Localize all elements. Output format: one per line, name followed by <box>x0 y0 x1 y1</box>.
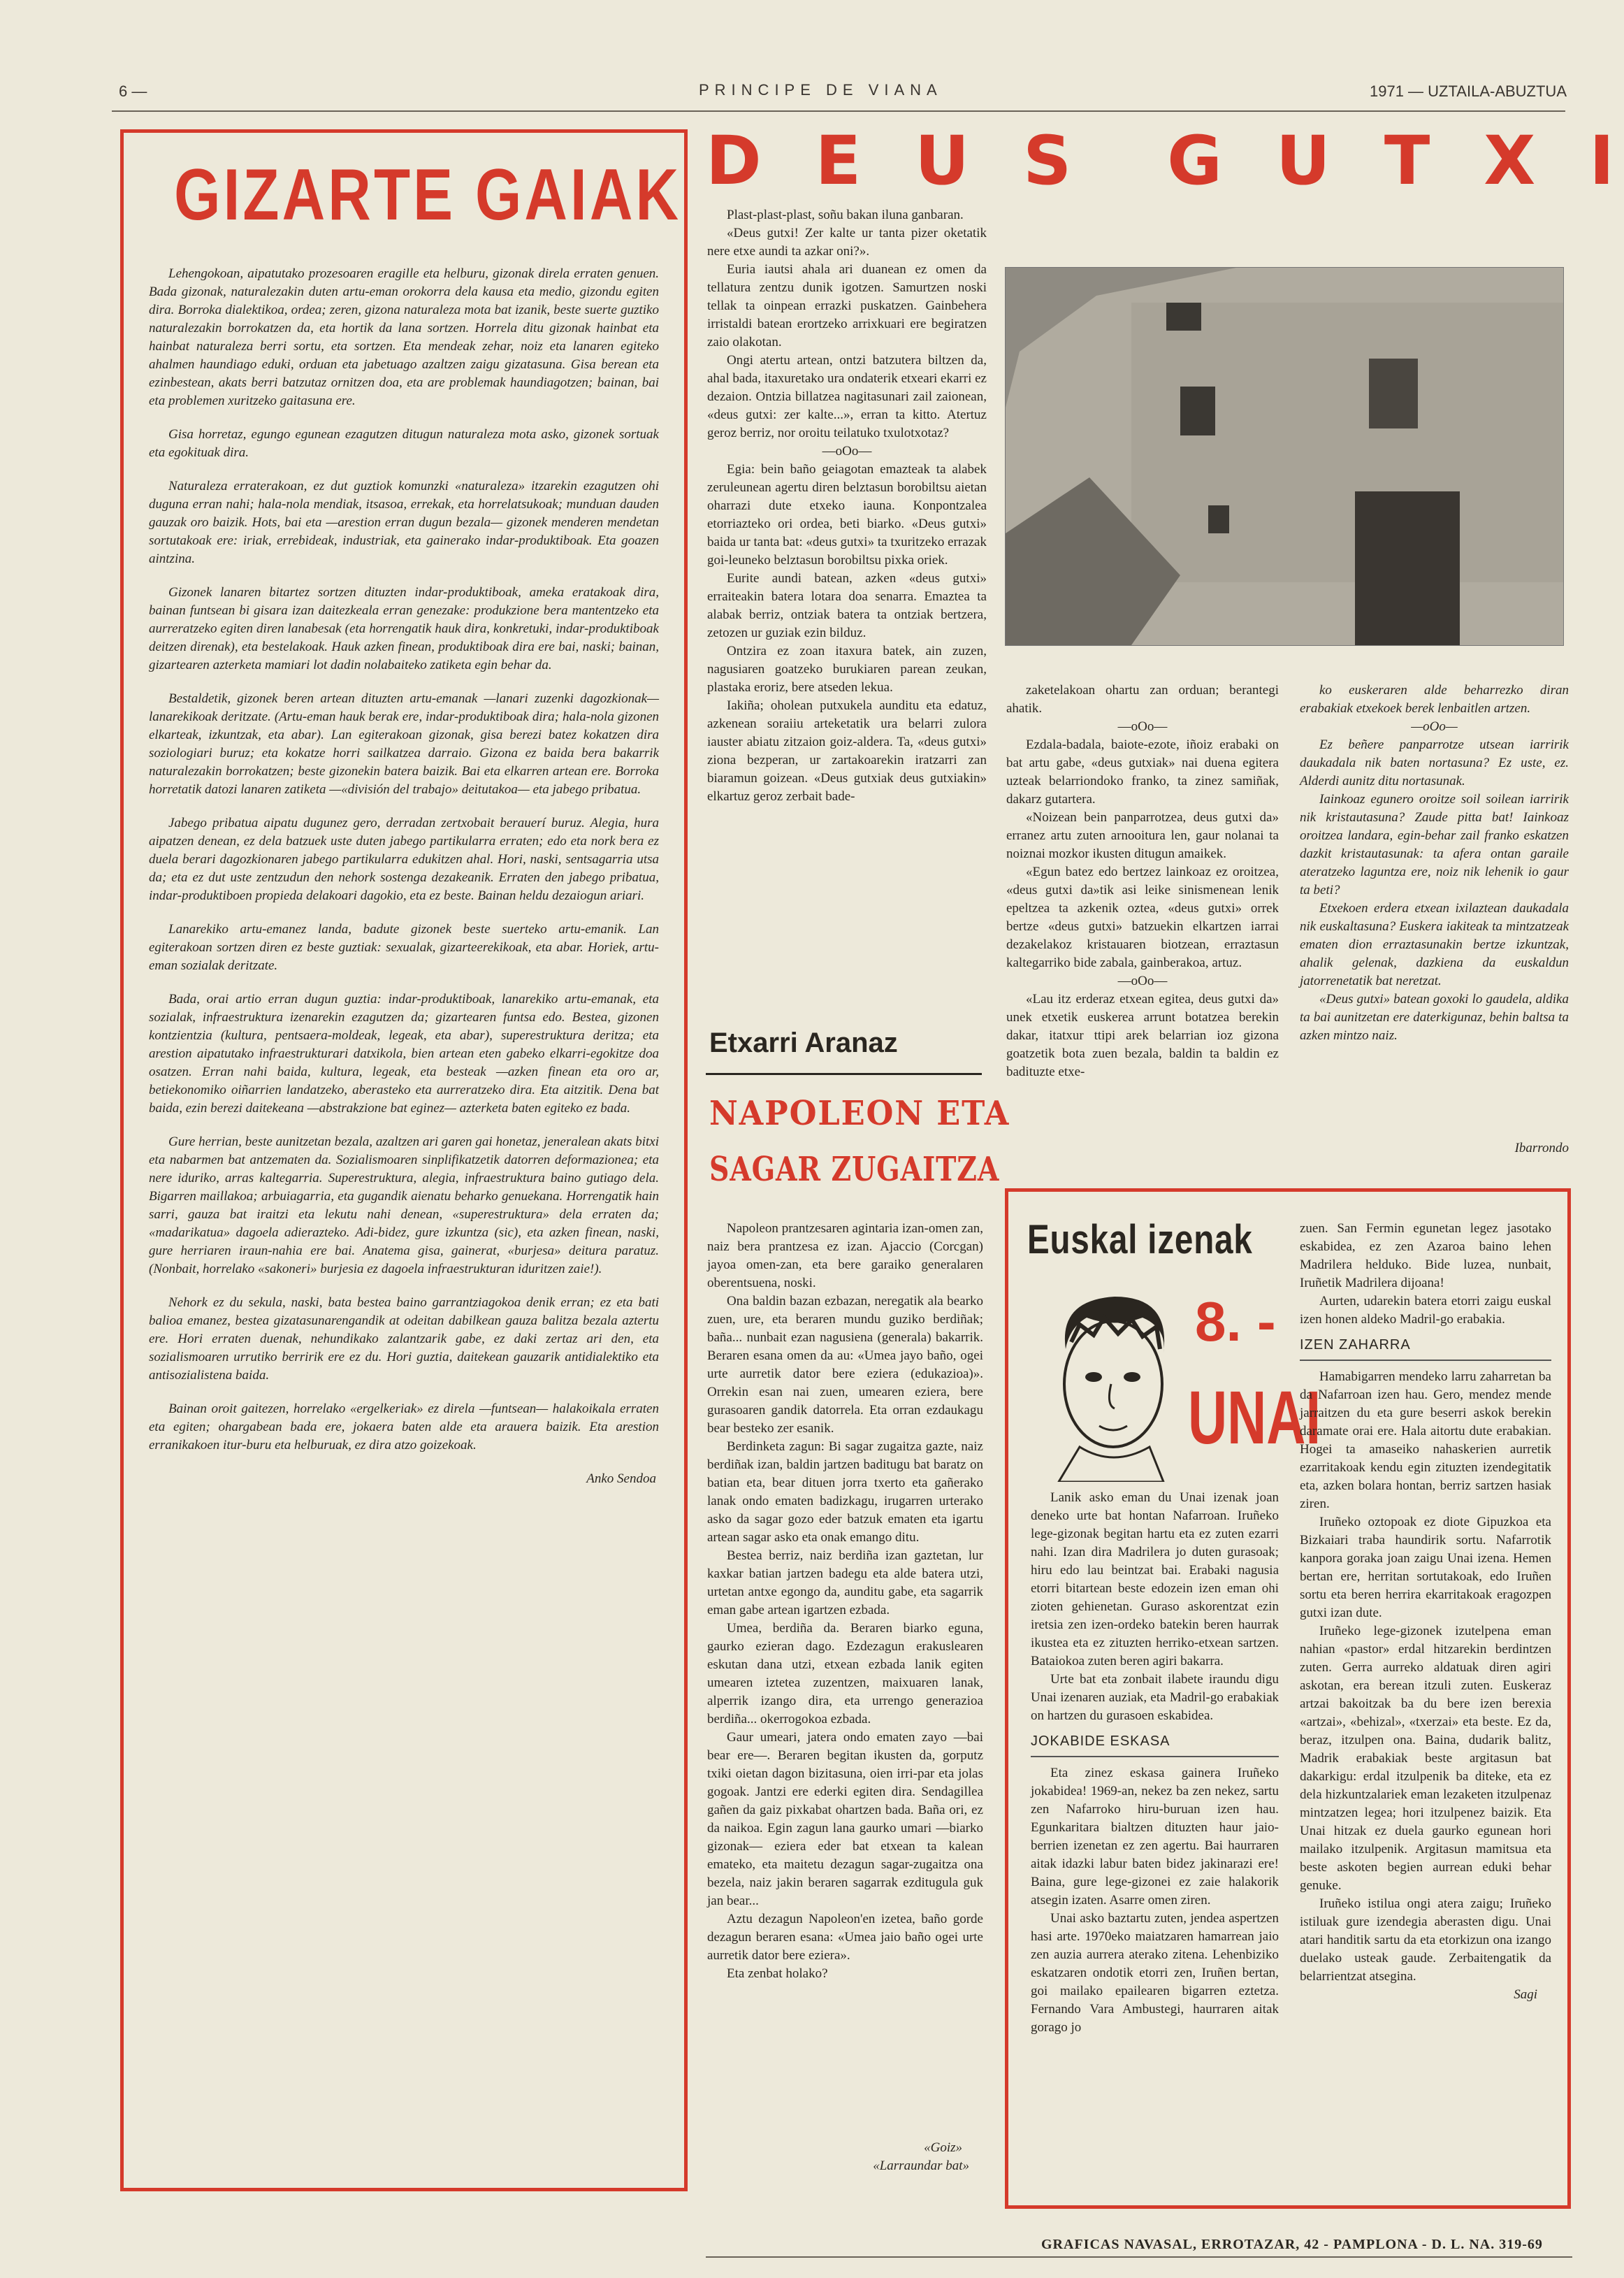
boy-portrait-art <box>1038 1286 1184 1482</box>
gizarte-paragraph: Gizonek lanaren bitartez sortzen dituzten indar-produktiboak, ameka eratakoak dira, bainan funtsean bi gisara izan daitezkeala erran genezake: produkzione bera mantentzeko eta aurreratzeko egiten diren lanabesak (eta horrengatik hauk dira, konkretuki, indar-produktiboak deitzen direnak), eta bestelakoak. Hauk azken finean, produktiboak dira ere bai, naski; bainan, gizartearen azterketa mamiari lot dadin nolabaiteko zatiketa egin behar da. <box>149 585 659 672</box>
deus-paragraph: Etxekoen erdera etxean ixilaztean daukadala nik euskaltasuna? Euskera iakiteak ta mintzatzeak ematen dion erraztasunakin bertze izkuntzak, ahalik gelenak, dazkiena da euskaldun jatorrenetatik bat neretzat. <box>1300 901 1569 988</box>
napoleon-source <box>707 2139 983 2175</box>
napoleon-body <box>707 1220 983 1983</box>
euskal-right-p1: zuen. San Fermin egunetan legez jasotako eskabidea, ez zen Azaroa baino lehen Madrilera helduko. Bide luzea, nunbait, Iruñetik Madrilera dijoana! <box>1300 1221 1551 1290</box>
napoleon-title-1: NAPOLEON ETA <box>709 1094 1010 1133</box>
section-separator: —oOo— <box>1117 974 1168 988</box>
deus-paragraph: Eurite aundi batean, azken «deus gutxi» erraiteakin batera lotara doa senarra. Emaztea ta alabak berriz, ontziak batera ta ontziak bertzera, zetozen ur guziak ezin bilduz. <box>707 571 987 640</box>
deus-paragraph: Ezdala-badala, baiote-ezote, iñoiz erabaki on bat artu gabe, «deus gutxiak» nai duena egitera uzteak belarriondoko franko, ta zinez samiñak, dakarz gutartera. <box>1006 737 1279 807</box>
deus-column-2 <box>1006 682 1279 1081</box>
gizarte-paragraph: Jabego pribatua aipatu dugunez gero, derradan zertxobait berauerí buruz. Alegia, hura aipatzen denean, ez dela batzuek uste duten jabego partikularra erraten; edo eta nork bera ez duela berari dagozkionaren jabego partikularra edukitzen ahal. Hori, naski, sentsagarria utsa da; eta ez dut uste zentzudun den nehork sostenga dezakeanik. Erraten den jabego pribatua, indar-produktiboen propieda delakoari dagokio, eta ez beste. Bainan heldu dezaiogun ariari. <box>149 816 659 903</box>
gizarte-paragraph: Nehork ez du sekula, naski, bata bestea baino garrantziagokoa denik erran; ez eta bati balioa emanez, bestea gizatasunarengandik at odeitan dabilkean gauza balitza bezala aztertu ere. Hori erraten duenak, nehundikako zalantzarik gabe, ez daki zertaz ari den, eta sozialismoaren urrutiko berririk ere ez du. Hori guztia, daitekean gauzarik antidialektiko eta antisozialistena baida. <box>149 1295 659 1383</box>
deus-paragraph: «Noizean bein panparrotzea, deus gutxi da» erranez artu zuten arnooitura len, gaur nolanai ta noiznai mozkor ikusten ditugun amaikek. <box>1006 810 1279 861</box>
euskal-signature: Sagi <box>1514 1987 1537 2002</box>
deus-title-letter: D <box>706 122 762 200</box>
gizarte-paragraph: Gure herrian, beste aunitzetan bezala, azaltzen ari garen gai honetaz, jeneralean akats bitxi eta nabarmen bat antzematen da. Sozialismoaren sinplifikatzetik datorren deformazionea; eta nere iduriko, arras kaltegarria. Superestruktura, alegia, infraestruktura baino gutiago dela. Bigarren maillakoa; arbuiagarria, eta gugandik aienatu beharko genuekana. Horrengatik hain sarri, gauza bat iraitzi eta lekutu nahi denean, «superestruktura» dela erraten da; «madarikatua» dagoela adierazteko. Adi-bidez, gure izkuntza (sic), eta azken finean, naski, gure herriaren iraun-nahia ere bai. Anatema gisa, gainerat, «burjesa» deitura paratuz. (Nonbait, horrelako «sakoneri» burjesia ez dagoela infraestrukturan iduritzen zaie!). <box>149 1134 659 1276</box>
gizarte-paragraph: Naturaleza erraterakoan, ez dut guztiok komunzki «naturaleza» itzarekin ezagutzen ohi duguna erran nahi; hala-nola mendiak, itsasoa, errekak, eta horrelatsukoak; munduan dauden gauzak oro baizik. Hots, bai eta —arestion erran dugun bezala— gizonek menderen mendetan sortutakoak ere: iriak, errebideak, industriak, eta gainerako indar-produktiboak. Eta goazen aintzina. <box>149 479 659 566</box>
deus-title-letter: G <box>1167 122 1222 200</box>
deus-paragraph: Ez beñere panparrotze utsean iarririk daukadala nik baten nortasuna? Ez uste, ez. Alderdi aunitz ditu nortasunak. <box>1300 737 1569 788</box>
napoleon-paragraph: Aztu dezagun Napoleon'en izetea, baño gorde dezagun beraren esana: «Umea jaio baño ogei urte aurretik dator bere eziera». <box>707 1912 983 1963</box>
printer-credit: GRAFICAS NAVASAL, ERROTAZAR, 42 - PAMPLONA - D. L. NA. 319-69 <box>1041 2237 1543 2252</box>
gizarte-paragraph: Gisa horretaz, egungo egunean ezagutzen ditugun naturaleza mota asko, gizonek sortuak eta egokituak dira. <box>149 427 659 460</box>
gizarte-paragraph: Lehengokoan, aipatutako prozesoaren eragille eta helburu, gizonak direla erraten genuen. Bada gizonak, naturalezakin duten artu-eman orokorra dela kausa eta medio, gizondu egiten dira. Borroka dialektikoa, ordea; zeren, gizona naturaleza mota bat izanik, beste suerte guztiko naturalezakin borrokatzen da, eta hortik da lana sortzen. Horrela ditu gizonak hainbat eta hainbat naturaleza berri sortu, eta sortzen. Eta mendeak zehar, noiz eta lanaren egiteko ahalmen haundiago eduki, orduan eta jabetuago azaltzen zaigu gizatasuna. Gisa berean eta ezinbestean, akats berri batzutaz ornitzen doa, eta are problemak haundiagotzen; bainan, bai eta problemen xuritzeko gaitasuna ere. <box>149 266 659 408</box>
jokabide-heading: JOKABIDE ESKASA <box>1031 1733 1170 1749</box>
deus-paragraph: «Deus gutxi» batean goxoki lo gaudela, aldika ta bai aunitzetan ere daterkigunaz, behin baltsa ta azken mintzo naiz. <box>1300 992 1569 1043</box>
deus-title-letter: S <box>1023 122 1072 200</box>
deus-paragraph: «Deus gutxi! Zer kalte ur tanta pizer oketatik nere etxe aundi ta azkar oni?». <box>707 226 987 259</box>
deus-title-letter: X <box>1484 122 1536 200</box>
gizarte-paragraph: Bada, orai artio erran dugun guztia: indar-produktiboak, lanarekiko artu-emanak, eta sozialak, infraestruktura izenarekin ezagutzen da; gizartearen funtsa edo. Bestea, gizonen kontzientzia (kultura, pentsaera-moldeak, legeak, eta abar), superestruktura deritza; eta arestion aipatutako infraestrukturari datxikola, bien artean eten gabeko elkarri-egokitze doa osatzen. Erran nahi baida, kultura, legeak, eta besteak —azken finean eta oro ar, betiekonomiko oiñarrien landatzeko, aberasteko eta aurreratzeko dira. Eta aitzitik. Dena bat baida, ezin berezi daitekeana —abstrakzione bat eginez— azterketa baten egiteko ez bada. <box>149 992 659 1116</box>
deus-paragraph: Ongi atertu artean, ontzi batzutera biltzen da, ahal bada, itaxuretako ura ondaterik etxeari ekarri ez dezaion. Ontzia billatzea nagitasunari zail zaionean, «deus gutxi: zer kalte...», erran ta kitto. Atertuz geroz berriz, nor oroitu teilatuko txulotxotaz? <box>707 353 987 440</box>
header-rule <box>112 110 1565 112</box>
etxarri-kicker: Etxarri Aranaz <box>709 1028 898 1058</box>
deus-title-letter: I <box>1589 122 1614 200</box>
napoleon-paragraph: Eta zenbat holako? <box>727 1966 828 1981</box>
gizarte-paragraph: Bestaldetik, gizonek beren artean dituzten artu-emanak —lanari zuzenki dagozkionak— lanarekikoak deritzate. (Artu-eman hauk berak ere, indar-produktiboak dira; hala-nola gizonen elkarteak, izkuntzak, eta abar). Lan egiterakoan gizonak, gisa berezi batez kokatzen dira soziologiari buruz; eta kokatze horri sailkatzea darraio. Gizona ez baida bera bakarrik naturalezakin borrokatzen; beste gizonekin batera baizik. Bai eta elkarren artean ere. Borroka horretatik datozi lanaren zatiketa —«división del trabajo» deitutakoa— eta jabego pribatua. <box>149 691 659 797</box>
deus-paragraph: Euria iautsi ahala ari duanean ez omen da tellatura zentzu dunik igotzen. Samurtzen noski tellak ta oinpean errazki puskatzen. Gainbehera irristaldi batean erortzeko arrixkuari ere begiratzen zaio olakotan. <box>707 262 987 349</box>
deus-paragraph: ko euskeraren alde beharrezko diran erabakiak etxekoek berek lenbaitlen artzen. <box>1300 683 1569 716</box>
euskal-paragraph: Lanik asko eman du Unai izenak joan deneko urte bat hontan Nafarroan. Iruñeko lege-gizonak begitan hartu eta ez zuten ezarri nahi. Izan dira Madrilera jo duten gurasoak; hiru edo lau beintzat bai. Erabaki nagusia etorri bitartean beste edozein izen eman ohi zioten gehienetan. Guraso askorentzat ezin iretsia zen izen-ordeko batekin beren haurrak ikustea eta ez zituzten herriko-etxean sartzen. Bataiokoa zuten beren agiri bakarra. <box>1031 1490 1279 1668</box>
jokabide-paragraph: Eta zinez eskasa gainera Iruñeko jokabidea! 1969-an, nekez ba zen nekez, sartu zen Nafarroko hiru-buruan izen hau. Egunkaritara bialtzen dituzten haur jaio-berrien izenetan ez zen agertu. Bai haurraren aitak idazki labur baten bidez jakinarazi ere! Baina, gure lege-gizonei ez zaie halakorik atsegin izaten. Asarre omen ziren. <box>1031 1766 1279 1908</box>
deus-title-letter: T <box>1384 122 1430 200</box>
gizarte-body <box>124 265 684 1455</box>
izen-zaharra-body <box>1300 1368 1551 1986</box>
etxarri-rule <box>706 1073 982 1075</box>
deus-paragraph: «Lau itz erderaz etxean egitea, deus gutxi da» unek etxetik euskerea arrunt botatzea berekin dakar, itatxur ttipi arek belarrian ioz gizona goatzetik bota zuen bezala, baldin ta baldin ez badituzte etxe- <box>1006 992 1279 1079</box>
izen-paragraph: Iruñeko istilua ongi atera zaigu; Iruñeko istiluak gure izendegia aberasten digu. Unai atari handitik sartu da eta etorkizun ona izango duelako usteak gaude. Zerbaitengatik da belarrientzat atsegina. <box>1300 1896 1551 1984</box>
deus-paragraph: Iainkoaz egunero oroitze soil soilean iarririk nik kristautasuna? Zaude pitta bat! Iainkoaz oroitzea landara, egin-behar zail franko eskatzen dazkit kristautasunak: ta afera ontan garaile ateratzeko laguntza ere, noiz nik lehenik io gaur ta beti? <box>1300 792 1569 897</box>
gizarte-article <box>120 129 688 2191</box>
napoleon-paragraph: Ona baldin bazan ezbazan, neregatik ala bearko zuen, ure, eta beraren mundu guziko berdiñak; baña... nunbait ezan nagusiena (generala) bakarrik. Beraren esana omen da au: «Umea jayo baño, ogei urte aurretik dator bere eziera (edukazioa)». Orrekin esan nai zuen, umearen eziera, bere gurasoaren gandik datorrela. Eta orran ezdaukagu bear besteko zer esanik. <box>707 1294 983 1436</box>
deus-column-3 <box>1300 682 1569 1045</box>
deus-title-letter: U <box>1275 122 1331 200</box>
euskal-number: 8. - <box>1195 1290 1276 1353</box>
section-separator: —oOo— <box>822 444 872 459</box>
magazine-title: PRINCIPE DE VIANA <box>699 81 943 99</box>
izen-zaharra-heading: IZEN ZAHARRA <box>1300 1337 1411 1353</box>
gizarte-signature: Anko Sendoa <box>586 1471 656 1486</box>
deus-signature: Ibarrondo <box>1514 1141 1569 1155</box>
euskal-left-column <box>1031 1489 1279 2037</box>
euskal-right-p2: Aurten, udarekin batera etorri zaigu euskal izen honen aldeko Madril-go erabakia. <box>1300 1294 1551 1327</box>
napoleon-paragraph: Berdinketa zagun: Bi sagar zugaitza gazte, naiz berdiñak izan, baldin jartzen baditugu bat baratz on batian eta, bear dituen jorra txerto eta gañerako lanak ondo ematen badizkagu, irugarren urterako asko da sagar gozo eder batzuk ematen eta igartu artean sagar asko eta onak emango ditu. <box>707 1439 983 1545</box>
izen-zaharra-rule <box>1300 1360 1551 1361</box>
section-separator: —oOo— <box>1411 719 1458 734</box>
jokabide-paragraph: Unai asko baztartu zuten, jendea aspertzen hasi arte. 1970eko maiatzaren hamarrean jaio zen auzia aurrera aterako zitena. Lehenbiziko eskatzaren ondotik etorri zen, Iruñen bertan, goi mailako epailearen bigarren eztetza. Fernando Vara Ambustegi, haurraren aitak gorago jo <box>1031 1911 1279 2035</box>
napoleon-paragraph: Napoleon prantzesaren agintaria izan-omen zan, naiz bera prantzesa ez izan. Ajaccio (Corcgan) jayoa omen-zan, eta bere garaiko generalaren oberentsuena, noski. <box>707 1221 983 1290</box>
deus-column-1 <box>707 206 987 806</box>
deus-title <box>706 122 1614 199</box>
house-photo-art <box>1006 268 1563 645</box>
deus-title-letter: E <box>815 122 862 200</box>
deus-paragraph: Plast-plast-plast, soñu bakan iluna ganbaran. <box>727 208 964 222</box>
napoleon-source-name: «Goiz» <box>924 2140 962 2155</box>
euskal-name: UNAI <box>1188 1375 1321 1459</box>
gizarte-paragraph: Bainan oroit gaitezen, horrelako «ergelkeriak» ez direla —funtsean— halakoikala erraten eta egiten; ohargabean bada ere, jokaera baten alde eta arauera baizik. Eta arestion erranikakoen itur-buru eta helburuak, ez dira atzo goizekoak. <box>149 1401 659 1452</box>
gizarte-paragraph: Lanarekiko artu-emanez landa, badute gizonek beste suerteko artu-emanik. Lan egiterakoan sortzen diren ez beste guztiak: sexualak, gizarteerekikoak, eta abar. Horiek, artu-eman sozialak deritzate. <box>149 922 659 973</box>
napoleon-paragraph: Gaur umeari, jatera ondo ematen zayo —bai bear ere—. Beraren begitan ikusten da, gorputz txiki oietan dagon bizitasuna, oien irri-par eta jolas gogoak. Jantzi ere ederki egiten dira. Sendagillea gañen da gaiz pixkabat ohartzen bada. Baña ori, ez da naikoa. Egin zagun lana gaurko umari —biarko gizonak— eziera eder bat etxean ta kalean emateko, eta maitetu dezagun sagar-zugaitza ona bezela, naiz jakin beraren sagarrak ezditugula guk jan bear... <box>707 1730 983 1908</box>
boy-portrait <box>1038 1286 1184 1482</box>
deus-paragraph: Egia: bein baño geiagotan emazteak ta alabek zeruleunean agertu diren belztasun borobiltsu aietan oharrazi dute etxeko iauna. Konpontzalea etorriazteko ori ordea, beti biarko. «Deus gutxi» baida ur tanta bat: «deus gutxi» ta txuritzeko errazak goi-leuneko belztasun borobiltsu pixka oriek. <box>707 462 987 568</box>
deus-paragraph: zaketelakoan ohartu zan orduan; berantegi ahatik. <box>1006 683 1279 716</box>
euskal-title: Euskal izenak <box>1027 1217 1253 1262</box>
napoleon-signature: «Larraundar bat» <box>873 2158 969 2173</box>
deus-paragraph: Iakiña; oholean putxukela aunditu eta edatuz, azkenean soraiiu arteketatik ura belarri zulora iauster abiatu zitzaion goiz-aldera. Ta, «deus gutxi» ziona bezperan, ur zartakoarekin iratzarri zan biaramun goizean. «Deus gutxiak deus gutxiakin» elkartuz geroz zerbait bade- <box>707 698 987 804</box>
footer-rule <box>706 2256 1572 2258</box>
section-separator: —oOo— <box>1117 719 1168 734</box>
deus-paragraph: «Egun batez edo bertzez lainkoaz ez oroitzea, «deus gutxi da»tik asi leike sinismenean lenik epeltzea ta azkenik oztea, «deus gutxi» orrek bertze «deus gutxi» batzuekin elkartzen iarrai dezakelakoz kristauaren biotzean, erraztasun kaltegarriko bide zabala, gainberakoa, artuz. <box>1006 865 1279 970</box>
euskal-right-column <box>1300 1220 1551 2004</box>
izen-paragraph: Iruñeko oztopoak ez diote Gipuzkoa eta Bizkaiari traba haundirik sortu. Nafarrotik kanpora goraka joan zaigu Unai izena. Hemen bertan ere, herritan sortutakoak, edo Iruñen sortu eta beren herrira ekarritakoak eragozpen gutxi izan dute. <box>1300 1515 1551 1620</box>
page-number: 6 — <box>119 82 147 100</box>
euskal-paragraph: Urte bat eta zonbait ilabete iraundu digu Unai izenaren auziak, eta Madril-go erabakiak on hartzen du gurasoen eskabidea. <box>1031 1672 1279 1723</box>
issue-date: 1971 — UZTAILA-ABUZTUA <box>1370 82 1567 100</box>
gizarte-title: GIZARTE GAIAK <box>174 154 682 236</box>
deus-paragraph: Ontzira ez zoan itaxura batek, ain zuzen, nagusiaren goatzeko burukiaren parean zeukan, plastaka eroriz, bere atseden lekua. <box>707 644 987 695</box>
izen-paragraph: Hamabigarren mendeko larru zaharretan ba da Nafarroan izen hau. Gero, mendez mende jarraitzen du eta gure beserri askok berekin daramate orai ere. Hala aitortu dute erabakian. Hogei ta amaseiko nahaskerien aurretik ezarritakoak kendu egin zituzten izendegitatik eta, azken bolara hontan, berriz sartzen hasiak ziren. <box>1300 1369 1551 1511</box>
jokabide-rule <box>1031 1756 1279 1757</box>
napoleon-title-2: SAGAR ZUGAITZA <box>709 1150 1000 1189</box>
napoleon-paragraph: Umea, berdiña da. Beraren biarko eguna, gaurko ezieran dago. Ezdezagun erakuslearen eskutan dana utzi, etxean ezbada lanik egiten umearen iztetea zuzentzen, maixuaren lanak, alperrik izango dira, eta urrengo generazioa berdiña... okerrogokoa ezbada. <box>707 1621 983 1726</box>
izen-paragraph: Iruñeko lege-gizonek izutelpena eman nahian «pastor» erdal hitzarekin berdintzen zuten. Gerra aurreko aldatuak diren agiri askotan, era berean itzuli zuten. Euskeraz artzai bakoitzak ba du bere izen berexia «artzai», «behizal», «txerzai» eta beste. Ez da, beraz, itzulpen ona. Baina, dudarik balitz, Madrik erabakiak beste argitasun bat dakarkigu: erdal itzulpenik ba diteke, eta ez dela hizkuntzalariek eman lezaketen itzulpenaz mintzatzen legea; hori itzulpenez baizik. Eta Unai hitzak ez duela gaurko egunean hori mailako itzulpenik. Argitasun mamitsua eta beste askoten begien aurrean eduki behar genuke. <box>1300 1624 1551 1893</box>
house-photo <box>1005 267 1564 646</box>
deus-title-letter: U <box>915 122 970 200</box>
napoleon-paragraph: Bestea berriz, naiz berdiña izan gaztetan, lur kaxkar batian jartzen badegu eta alde batera utzi, urtetan antxe egongo da, aunditu gabe, eta sagarrik eman gabe artean igartzen ezbada. <box>707 1548 983 1617</box>
